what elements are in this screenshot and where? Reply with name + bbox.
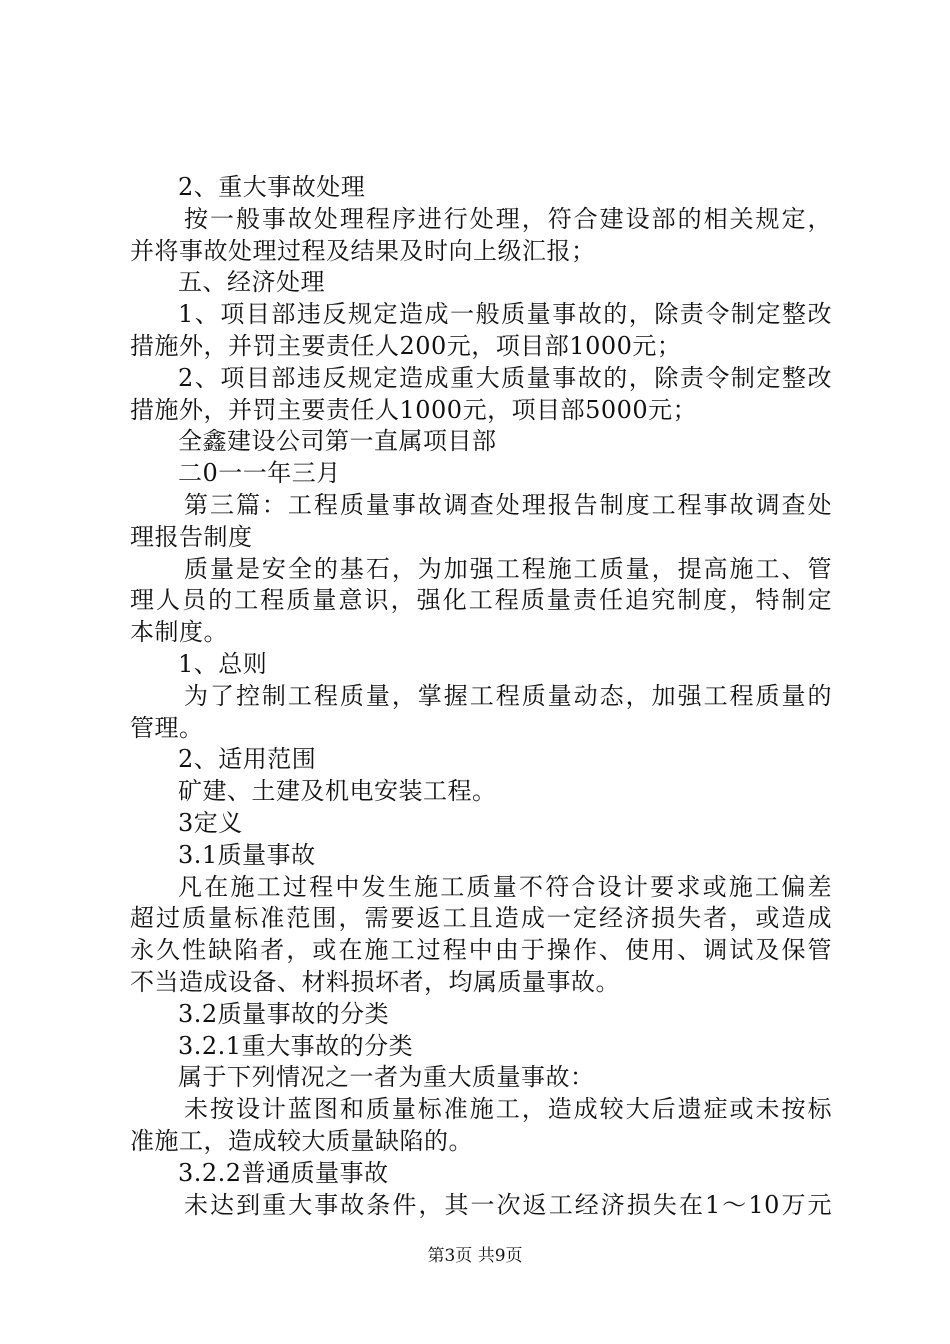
- text-line: 未按设计蓝图和质量标准施工，造成较大后遗症或未按标: [184, 1095, 832, 1124]
- text-line: 未达到重大事故条件，其一次返工经济损失在1～10万元: [184, 1190, 832, 1219]
- document-body: [130, 172, 832, 1221]
- text-line: 按一般事故处理程序进行处理，符合建设部的相关规定，: [184, 204, 832, 233]
- text-line: 凡在施工过程中发生施工质量不符合设计要求或施工偏差: [178, 872, 832, 901]
- text-line: 属于下列情况之一者为重大质量事故：: [178, 1063, 595, 1092]
- text-line: 并将事故处理过程及结果及时向上级汇报；: [130, 236, 596, 265]
- text-line: 超过质量标准范围，需要返工且造成一定经济损失者，或造成: [130, 904, 832, 933]
- text-line: 理人员的工程质量意识，强化工程质量责任追究制度，特制定: [130, 586, 832, 615]
- text-line: 准施工，造成较大质量缺陷的。: [130, 1126, 473, 1155]
- text-line: 2、适用范围: [178, 745, 317, 774]
- text-line: 质量是安全的基石，为加强工程施工质量，提高施工、管: [184, 554, 832, 583]
- text-line: 理报告制度: [130, 522, 253, 551]
- text-line: 3.2质量事故的分类: [178, 999, 390, 1028]
- text-line: 2、重大事故处理: [178, 173, 366, 201]
- text-line: 3.1质量事故: [178, 840, 316, 869]
- text-line: 措施外，并罚主要责任人200元，项目部1000元；: [130, 331, 682, 360]
- text-line: 2、项目部违反规定造成重大质量事故的，除责令制定整改: [178, 363, 832, 392]
- text-line: 管理。: [130, 713, 204, 742]
- text-line: 二0一一年三月: [178, 459, 341, 488]
- text-line: 3.2.1重大事故的分类: [178, 1031, 414, 1060]
- page-number: 第3页 共9页: [427, 1246, 523, 1266]
- text-line: 第三篇：工程质量事故调查处理报告制度工程事故调查处: [184, 490, 832, 519]
- text-line: 1、项目部违反规定造成一般质量事故的，除责令制定整改: [178, 300, 832, 329]
- text-line: 为了控制工程质量，掌握工程质量动态，加强工程质量的: [184, 681, 832, 710]
- text-line: 3定义: [178, 808, 243, 837]
- text-line: 不当造成设备、材料损坏者，均属质量事故。: [130, 967, 620, 996]
- text-line: 1、总则: [178, 649, 268, 678]
- text-line: 五、经济处理: [178, 268, 325, 297]
- text-line: 措施外，并罚主要责任人1000元，项目部5000元；: [130, 395, 698, 424]
- text-line: 永久性缺陷者，或在施工过程中由于操作、使用、调试及保管: [130, 936, 832, 965]
- text-line: 3.2.2普通质量事故: [178, 1158, 389, 1187]
- text-line: 矿建、土建及机电安装工程。: [178, 777, 497, 806]
- text-line: 本制度。: [130, 618, 228, 647]
- text-line: 全鑫建设公司第一直属项目部: [178, 427, 497, 456]
